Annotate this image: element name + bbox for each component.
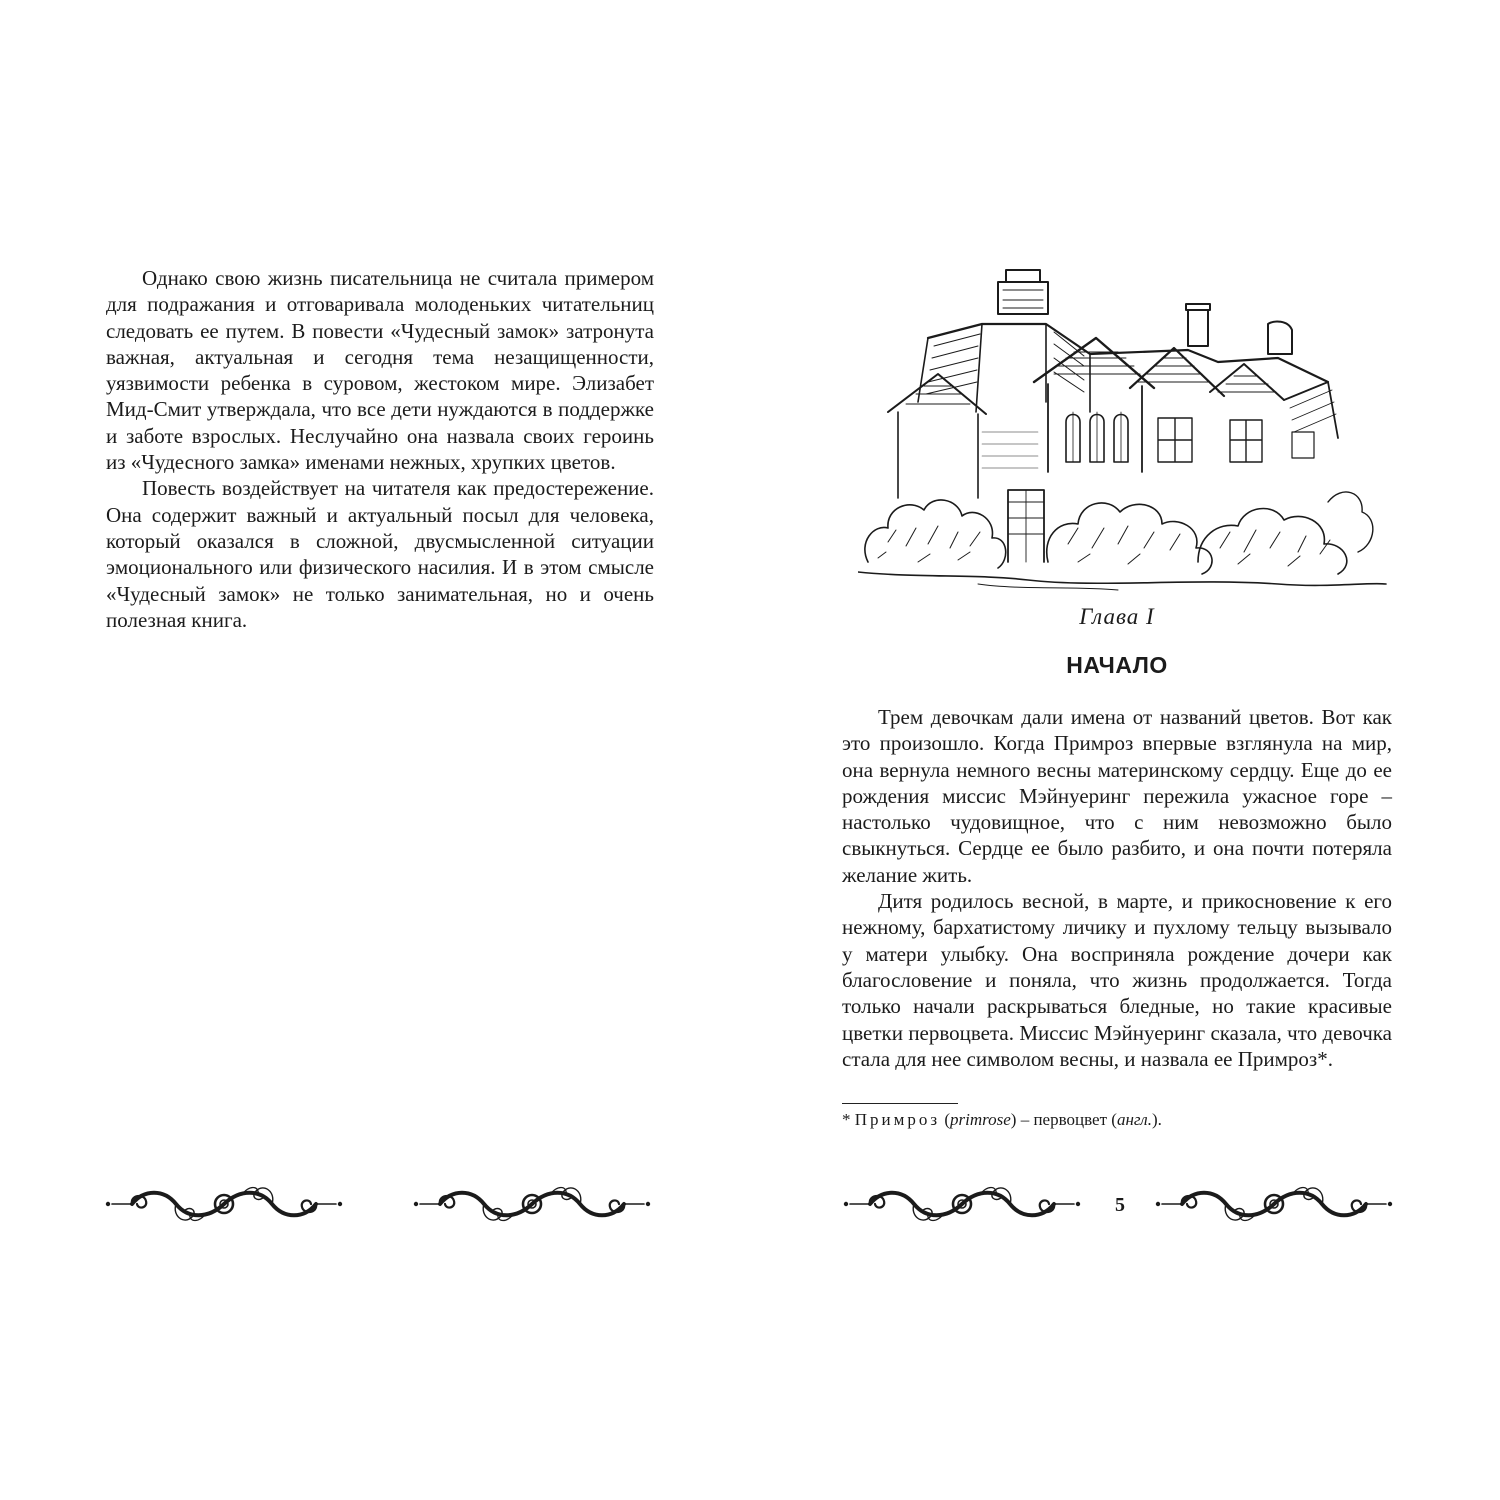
- scroll-ornament-icon: [842, 1183, 1082, 1229]
- footnote-original: primrose: [950, 1110, 1011, 1129]
- footnote-divider: [842, 1103, 958, 1104]
- chapter-title: НАЧАЛО: [1066, 652, 1168, 678]
- scroll-ornament-icon: [412, 1183, 652, 1229]
- page-number: 5: [1115, 1194, 1125, 1216]
- chapter-label: Глава I: [1079, 604, 1155, 629]
- footnote-lang: англ.: [1116, 1110, 1152, 1129]
- footnote-open: (: [940, 1110, 951, 1129]
- left-paragraph-1: Однако свою жизнь писательница не считала примером для подражания и отговаривала молоденьких читательниц следовать ее путем. В повести «Чудесный замок» затронута важная, актуальная и сегодня тема незащищенности, уязвимости ребенка в суровом, жестоком мире. Элизабет Мид-Смит утверждала, что все дети нуждаются в поддержке и заботе взрослых. Неслучайно она назвала своих героинь из «Чудесного замка» именами нежных, хрупких цветов.: [106, 266, 654, 475]
- footnote-close: ).: [1151, 1110, 1162, 1129]
- footnote-middle: ) – первоцвет (: [1010, 1110, 1117, 1129]
- right-paragraph-2: Дитя родилось весной, в марте, и прикосновение к его нежному, бархатистому личику и пухлому тельцу вызывало у матери улыбку. Она восприняла рождение дочери как благословение и поняла, что жизнь продолжается. Тогда только начали раскрываться бледные, но такие красивые цветки первоцвета. Миссис Мэйнуеринг сказала, что девочка стала для нее символом весны, и назвала ее Примроз*.: [842, 889, 1392, 1071]
- house-illustration: [858, 262, 1388, 592]
- right-page-text: [842, 704, 1392, 1072]
- scroll-ornament-icon: [104, 1183, 344, 1229]
- left-page-text: [106, 265, 654, 633]
- scroll-ornament-icon: [1154, 1183, 1394, 1229]
- right-paragraph-1: Трем девочкам дали имена от названий цветов. Вот как это произошло. Когда Примроз впервые взглянула на мир, она вернула немного весны материнскому сердцу. Еще до ее рождения миссис Мэйнуеринг пережила ужасное горе – настолько чудовищное, что с ним невозможно было свыкнуться. Сердце ее было разбито, и она почти потеряла желание жить.: [842, 705, 1392, 887]
- footnote-term: Примроз: [854, 1110, 941, 1129]
- footnote-marker: *: [842, 1110, 855, 1129]
- left-paragraph-2: Повесть воздействует на читателя как предостережение. Она содержит важный и актуальный посыл для человека, который оказался в сложной, двусмысленной ситуации эмоционального или физического насилия. И в этом смысле «Чудесный замок» не только занимательная, но и очень полезная книга.: [106, 476, 654, 632]
- footnote: [842, 1109, 1402, 1131]
